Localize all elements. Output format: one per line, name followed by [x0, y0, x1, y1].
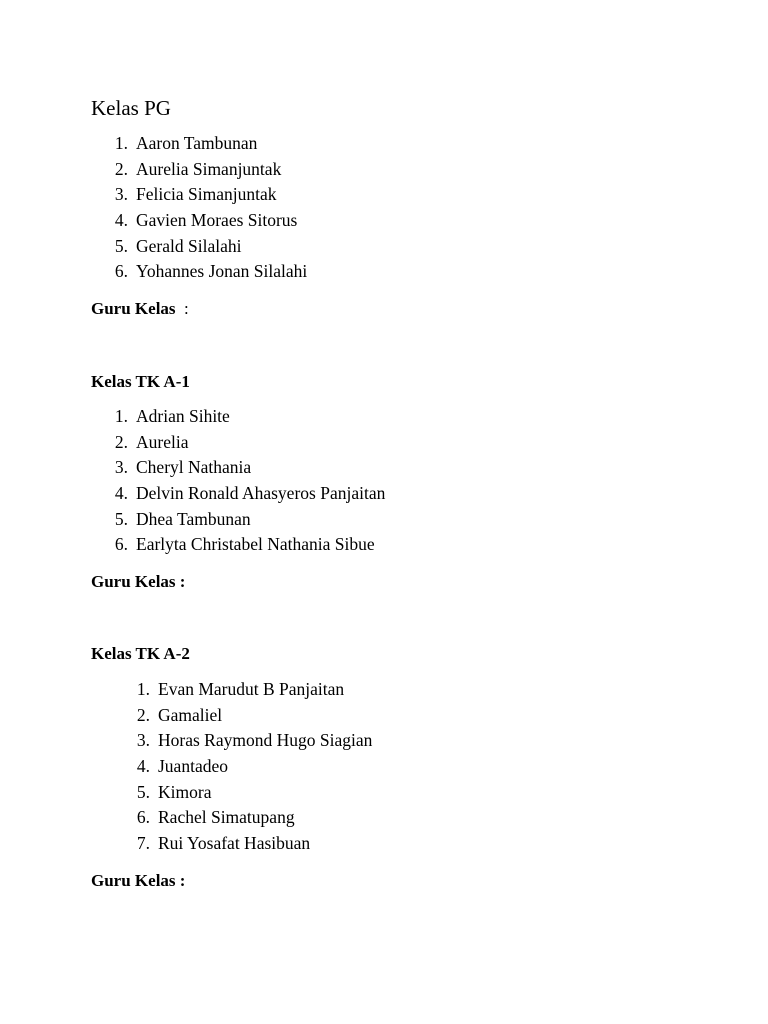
guru-kelas-separator: : — [175, 299, 189, 318]
student-name: Rui Yosafat Hasibuan — [158, 833, 311, 854]
list-number: 2. — [136, 704, 150, 725]
list-number: 6. — [114, 534, 128, 555]
section-title-kelas-tk-a1: Kelas TK A-1 — [91, 372, 190, 391]
student-name: Yohannes Jonan Silalahi — [136, 261, 308, 282]
student-name: Gerald Silalahi — [136, 235, 242, 256]
student-name: Juantadeo — [158, 756, 228, 777]
list-number: 2. — [114, 158, 128, 179]
guru-kelas-tk-a1 — [91, 570, 185, 594]
guru-kelas-label: Guru Kelas — [91, 299, 176, 318]
list-number: 4. — [114, 483, 128, 504]
list-number: 4. — [136, 756, 150, 777]
student-list-item — [114, 234, 307, 260]
list-number: 1. — [136, 679, 150, 699]
student-name: Earlyta Christabel Nathania Sibue — [136, 534, 375, 555]
list-number: 1. — [114, 406, 128, 426]
guru-kelas-tk-a2 — [91, 869, 185, 893]
student-list-item — [136, 780, 372, 806]
section-title-kelas-pg: Kelas PG — [91, 96, 171, 120]
student-list-item — [136, 677, 372, 703]
student-list-item — [114, 131, 307, 157]
student-name: Cheryl Nathania — [136, 457, 252, 478]
list-number: 5. — [114, 508, 128, 529]
student-list-item — [136, 831, 372, 857]
student-name: Delvin Ronald Ahasyeros Panjaitan — [136, 483, 386, 504]
student-name: Kimora — [158, 781, 212, 802]
student-list-item — [114, 507, 385, 533]
student-list-item — [114, 455, 385, 481]
list-number: 6. — [136, 807, 150, 828]
student-name: Adrian Sihite — [136, 406, 230, 426]
student-list-kelas-tk-a2 — [136, 677, 373, 857]
student-name: Felicia Simanjuntak — [136, 184, 277, 205]
student-name: Gamaliel — [158, 704, 223, 725]
student-name: Rachel Simatupang — [158, 807, 295, 828]
student-name: Evan Marudut B Panjaitan — [158, 679, 345, 699]
guru-kelas-label: Guru Kelas : — [91, 572, 186, 591]
student-name: Horas Raymond Hugo Siagian — [158, 730, 373, 751]
student-list-item — [136, 703, 372, 729]
list-number: 4. — [114, 210, 128, 231]
student-list-item — [114, 182, 307, 208]
student-name: Aurelia Simanjuntak — [136, 158, 282, 179]
student-list-item — [114, 532, 385, 558]
student-list-item — [136, 754, 372, 780]
student-name: Gavien Moraes Sitorus — [136, 210, 298, 231]
student-list-item — [114, 208, 307, 234]
student-list-kelas-tk-a1 — [114, 404, 386, 558]
student-list-item — [114, 157, 307, 183]
list-number: 5. — [114, 235, 128, 256]
list-number: 3. — [114, 184, 128, 205]
list-number: 1. — [114, 133, 128, 153]
student-list-item — [114, 481, 386, 507]
guru-kelas-label: Guru Kelas : — [91, 871, 186, 890]
list-number: 5. — [136, 781, 150, 802]
student-list-item — [114, 259, 308, 285]
list-number: 6. — [114, 261, 128, 282]
student-list-item — [114, 430, 385, 456]
student-list-kelas-pg — [114, 131, 308, 285]
list-number: 3. — [114, 457, 128, 478]
student-name: Dhea Tambunan — [136, 508, 251, 529]
student-list-item — [136, 805, 372, 831]
student-name: Aaron Tambunan — [136, 133, 258, 153]
list-number: 3. — [136, 730, 150, 751]
guru-kelas-pg — [91, 297, 189, 321]
section-title-kelas-tk-a2: Kelas TK A-2 — [91, 644, 190, 663]
student-list-item — [136, 728, 373, 754]
student-name: Aurelia — [136, 431, 189, 452]
student-list-item — [114, 404, 385, 430]
list-number: 7. — [136, 833, 150, 854]
list-number: 2. — [114, 431, 128, 452]
